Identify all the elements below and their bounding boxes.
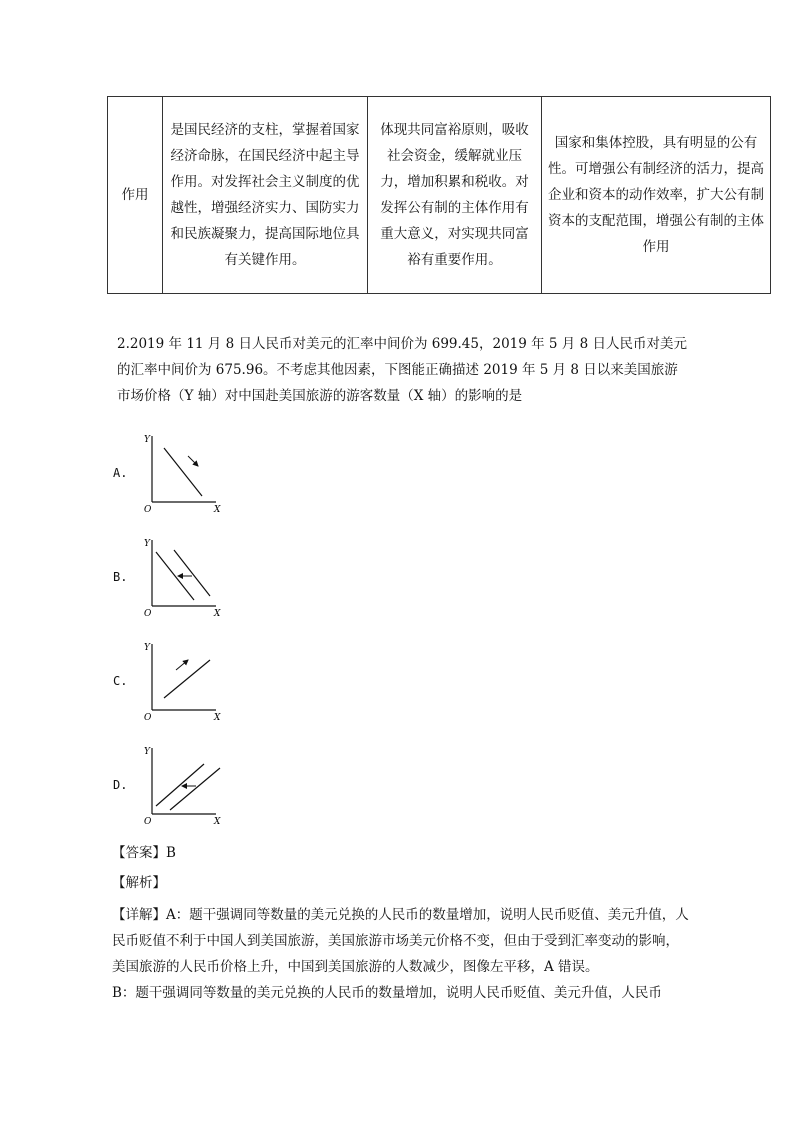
detail-a-paragraph: 【详解】A：题干强调同等数量的美元兑换的人民币的数量增加，说明人民币贬值、美元升值，人民币贬值不利于中国人到美国旅游，美国旅游市场美元价格不变，但由于受到汇率变动的影响，美国旅游的人民币价格上升，中国到美国旅游的人数减少，图像左平移，A 错误。 [112, 907, 689, 975]
x-axis-label: X [214, 609, 221, 616]
option-d-graph [138, 744, 228, 824]
supply-curve-new [170, 768, 220, 810]
demand-curve [164, 448, 202, 496]
option-a-label[interactable]: A. [113, 466, 128, 480]
table-cell-collective: 体现共同富裕原则，吸收社会资金，缓解就业压力，增加积累和税收。对发挥公有制的主体作用有重大意义，对实现共同富裕有重要作用。 [368, 97, 542, 294]
origin-label: O [144, 505, 152, 512]
answer-line: 【答案】B [112, 845, 176, 861]
y-axis-label: Y [144, 539, 150, 549]
question-stem: 2.2019 年 11 月 8 日人民币对美元的汇率中间价为 699.45，2019 年 5 月 8 日人民币对美元的汇率中间价为 675.96。不考虑其他因素，下图能正确描述 2019 年 5 月 8 日以来美国旅游市场价格（Y 轴）对中国赴美国旅游的游客数量（X 轴）的影响的是 [117, 336, 687, 404]
comparison-table [107, 96, 771, 294]
detail-b-paragraph: B：题干强调同等数量的美元兑换的人民币的数量增加，说明人民币贬值、美元升值，人民币 [112, 985, 662, 1001]
option-b-label[interactable]: B. [113, 570, 128, 584]
option-d-label[interactable]: D. [113, 778, 128, 792]
x-axis-label: X [214, 713, 221, 720]
y-axis-label: Y [144, 435, 150, 445]
analysis-detail [112, 902, 692, 1006]
x-axis-label: X [214, 505, 221, 512]
supply-curve-original [156, 764, 204, 806]
table-row [108, 97, 771, 294]
row-label-cell: 作用 [108, 97, 163, 294]
option-c-label[interactable]: C. [113, 674, 128, 688]
y-axis-label: Y [144, 747, 150, 757]
table-cell-mixed: 国家和集体控股，具有明显的公有性。可增强公有制经济的活力，提高企业和资本的动作效率，扩大公有制资本的支配范围，增强公有制的主体作用 [542, 97, 771, 294]
origin-label: O [144, 609, 152, 616]
table-cell-state-owned: 是国民经济的支柱，掌握着国家经济命脉，在国民经济中起主导作用。对发挥社会主义制度的优越性，增强经济实力、国防实力和民族凝聚力，提高国际地位具有关键作用。 [163, 97, 368, 294]
shift-arrow [176, 660, 188, 670]
option-b-graph [138, 536, 228, 616]
analysis-title: 【解析】 [112, 875, 166, 891]
demand-curve-original [174, 550, 210, 596]
origin-label: O [144, 817, 152, 824]
shift-arrow [188, 456, 198, 466]
y-axis-label: Y [144, 643, 150, 653]
option-a-graph [138, 432, 228, 512]
supply-curve [164, 660, 210, 698]
x-axis-label: X [214, 817, 221, 824]
option-c-graph [138, 640, 228, 720]
origin-label: O [144, 713, 152, 720]
